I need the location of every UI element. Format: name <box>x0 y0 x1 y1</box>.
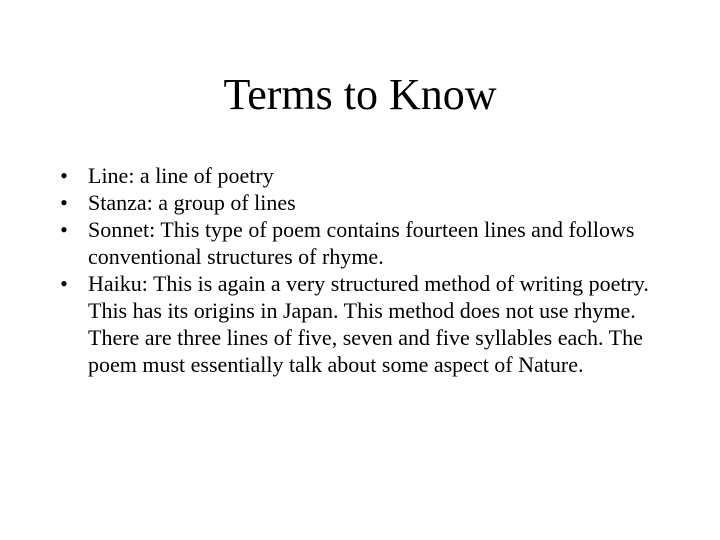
bullet-icon: • <box>60 190 68 215</box>
slide-title: Terms to Know <box>223 70 497 119</box>
bullet-item-haiku <box>56 270 666 378</box>
bullet-icon: • <box>60 271 68 296</box>
bullet-text: Stanza: a group of lines <box>88 190 296 215</box>
bullet-list <box>56 162 666 378</box>
bullet-text: Sonnet: This type of poem contains fourteen lines and follows conventional structures of rhyme. <box>88 217 635 269</box>
bullet-item-line <box>56 162 666 189</box>
bullet-text: Haiku: This is again a very structured method of writing poetry. This has its origins in Japan. This method does not use rhyme. There are three lines of five, seven and five syllables each. The poem must essentially talk about some aspect of Nature. <box>88 271 649 377</box>
bullet-icon: • <box>60 217 68 242</box>
bullet-icon: • <box>60 163 68 188</box>
bullet-item-sonnet <box>56 216 666 270</box>
bullet-item-stanza <box>56 189 666 216</box>
bullet-text: Line: a line of poetry <box>88 163 274 188</box>
